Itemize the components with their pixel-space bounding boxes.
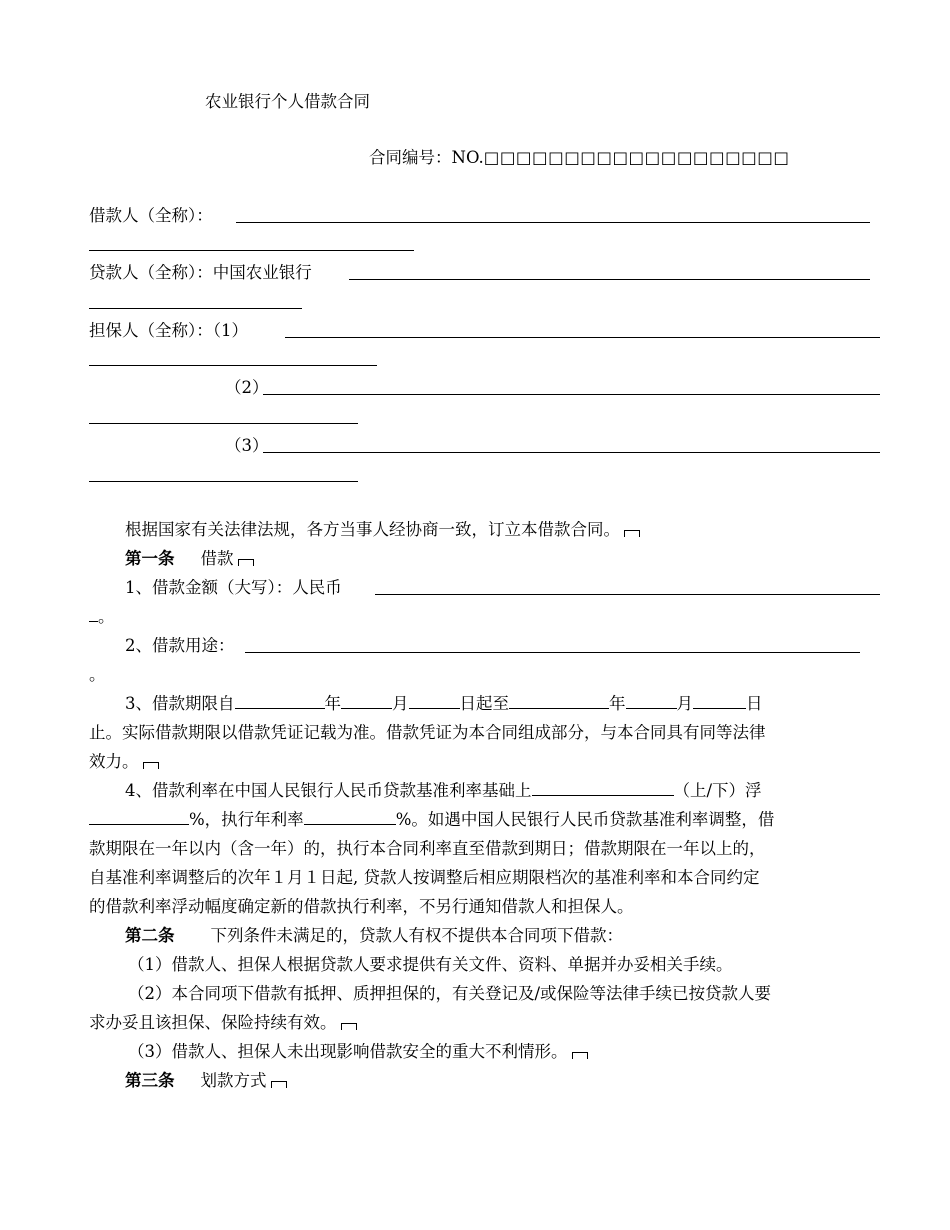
loan-term-end: 效力。 [89, 752, 139, 771]
article-title: 借款 [200, 549, 234, 568]
condition-2-cont [89, 1012, 357, 1034]
paragraph-mark-icon [341, 1023, 357, 1030]
condition-2-end: 求办妥且该担保、保险持续有效。 [89, 1013, 337, 1032]
article-3-heading [125, 1070, 287, 1092]
float-percent-blank[interactable] [89, 809, 189, 825]
borrower-label: 借款人（全称）： [89, 206, 213, 225]
article-1-item-4 [125, 780, 762, 802]
lender-blank[interactable] [349, 279, 870, 280]
borrower-blank-cont[interactable] [89, 250, 414, 251]
article-1-item-2 [125, 635, 235, 657]
interest-rate-line-2 [89, 809, 774, 831]
start-month-blank[interactable] [341, 693, 392, 709]
guarantor-2-label: （2） [225, 378, 269, 397]
loan-term-text-2: 止。实际借款期限以借款凭证记载为准。借款凭证为本合同组成部分，与本合同具有同等法律 [89, 723, 766, 742]
lender-label: 贷款人（全称）：中国农业银行 [89, 263, 312, 282]
month-label: 月 [676, 694, 693, 713]
guarantor-3-field [225, 435, 269, 457]
year-label: 年 [324, 694, 341, 713]
document-title: 农业银行个人借款合同 [205, 92, 370, 111]
guarantor-3-blank-cont[interactable] [89, 481, 358, 482]
rate-adjust-blank[interactable] [532, 780, 674, 796]
end-day-blank[interactable] [693, 693, 746, 709]
article-number: 第二条 [125, 926, 175, 945]
contract-number-boxes: □□□□□□□□□□□□□□□□□□□ [483, 148, 790, 167]
paragraph-mark-icon [624, 530, 640, 537]
paragraph-mark-icon [143, 762, 159, 769]
loan-term-label: 3、借款期限自 [125, 694, 235, 713]
article-1-item-3 [125, 693, 763, 715]
loan-purpose-blank[interactable] [245, 652, 860, 653]
preamble [125, 519, 640, 541]
condition-2: （2）本合同项下借款有抵押、质押担保的，有关登记及/或保险等法律手续已按贷款人要 [128, 984, 772, 1003]
interest-rate-label: 4、借款利率在中国人民银行人民币贷款基准利率基础上 [125, 781, 532, 800]
loan-term-text-3 [89, 751, 159, 773]
interest-rate-line-5: 的借款利率浮动幅度确定新的借款执行利率，不另行通知借款人和担保人。 [89, 897, 634, 916]
end-month-blank[interactable] [626, 693, 677, 709]
guarantor-1-blank[interactable] [285, 337, 880, 338]
contract-number-label: 合同编号：NO. [369, 148, 484, 167]
annual-rate-label: %，执行年利率 [189, 810, 304, 829]
article-1-item-1 [125, 577, 342, 599]
guarantor-3-blank[interactable] [263, 452, 880, 453]
guarantor-3-label: （3） [225, 436, 269, 455]
article-number: 第三条 [125, 1071, 175, 1090]
contract-number [369, 147, 789, 169]
loan-amount-end: 。 [98, 607, 115, 626]
annual-rate-blank[interactable] [304, 809, 396, 825]
condition-3-text: （3）借款人、担保人未出现影响借款安全的重大不利情形。 [128, 1042, 568, 1061]
loan-amount-blank[interactable] [375, 594, 880, 595]
paragraph-mark-icon [271, 1081, 287, 1088]
interest-rate-line-4: 自基准利率调整后的次年１月１日起, 贷款人按调整后相应期限档次的基准利率和本合同约定 [89, 868, 760, 887]
guarantor-2-field [225, 377, 269, 399]
year-label: 年 [609, 694, 626, 713]
paragraph-mark-icon [572, 1052, 588, 1059]
guarantor-1-field [89, 320, 248, 342]
borrower-blank[interactable] [236, 222, 870, 223]
guarantor-2-blank[interactable] [263, 394, 880, 395]
loan-amount-label: 1、借款金额（大写）：人民币 [125, 578, 342, 597]
article-1-heading [125, 548, 254, 570]
guarantor-label: 担保人（全称）：（1） [89, 321, 248, 340]
condition-1: （1）借款人、担保人根据贷款人要求提供有关文件、资料、单据并办妥相关手续。 [128, 955, 733, 974]
borrower-field [89, 205, 213, 227]
loan-amount-cont [89, 606, 115, 628]
preamble-text: 根据国家有关法律法规，各方当事人经协商一致，订立本借款合同。 [125, 520, 620, 539]
rate-direction-label: （上/下）浮 [673, 781, 762, 800]
guarantor-1-blank-cont[interactable] [89, 365, 377, 366]
day-label: 日 [746, 694, 763, 713]
loan-amount-blank-cont[interactable] [89, 606, 98, 622]
article-2-heading [125, 925, 623, 947]
article-title: 下列条件未满足的，贷款人有权不提供本合同项下借款： [210, 926, 623, 945]
condition-3 [128, 1041, 588, 1063]
end-year-blank[interactable] [509, 693, 609, 709]
loan-purpose-end: 。 [89, 665, 106, 684]
lender-blank-cont[interactable] [89, 308, 302, 309]
lender-field [89, 262, 312, 284]
article-title: 划款方式 [200, 1071, 267, 1090]
start-day-blank[interactable] [409, 693, 460, 709]
paragraph-mark-icon [238, 559, 254, 566]
day-from-label: 日起至 [459, 694, 509, 713]
interest-rate-line-3: 款期限在一年以内（含一年）的，执行本合同利率直至借款到期日；借款期限在一年以上的， [89, 839, 766, 858]
start-year-blank[interactable] [235, 693, 325, 709]
rate-adjust-text: %。如遇中国人民银行人民币贷款基准利率调整，借 [395, 810, 775, 829]
guarantor-2-blank-cont[interactable] [89, 423, 358, 424]
loan-purpose-label: 2、借款用途： [125, 636, 235, 655]
month-label: 月 [392, 694, 409, 713]
article-number: 第一条 [125, 549, 175, 568]
